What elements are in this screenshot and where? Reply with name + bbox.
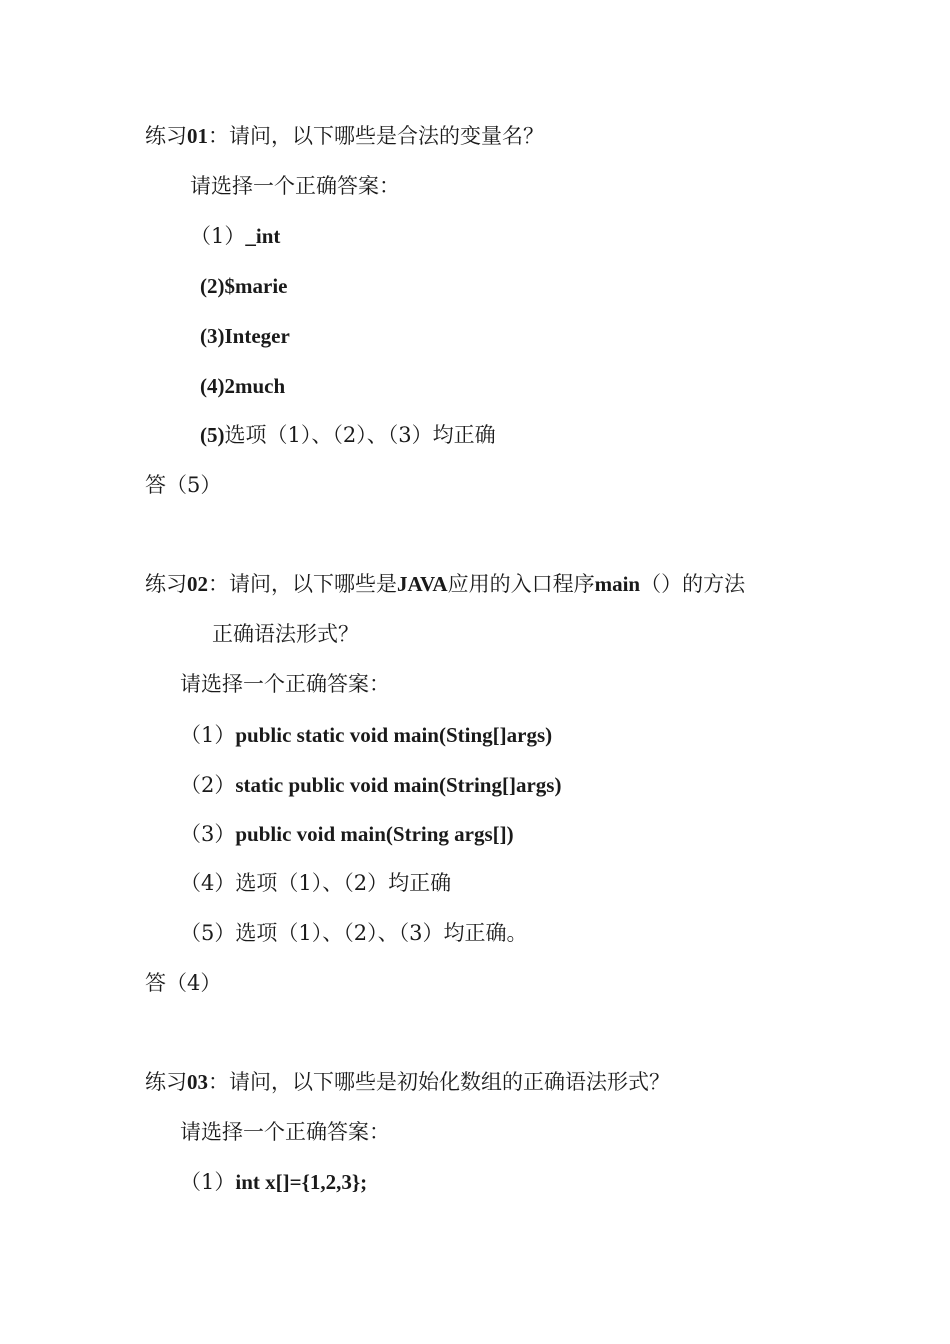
exercise-02-option-5 [180, 919, 527, 947]
question-text: ：请问，以下哪些是合法的变量名？ [208, 124, 544, 148]
option-text: 选项（1）、（2）均正确 [235, 871, 452, 895]
exercise-number: 03 [187, 1070, 208, 1094]
exercise-02-question-line2: 正确语法形式？ [212, 622, 359, 646]
exercise-01-question [145, 122, 544, 150]
option-marker: （3） [180, 822, 236, 846]
option-text: public void main(String args[]) [235, 822, 514, 846]
option-text: public static void main(Sting[]args) [235, 723, 553, 747]
option-text: 2much [224, 374, 286, 398]
exercise-number: 02 [187, 572, 208, 596]
exercise-02-question [145, 570, 745, 598]
option-marker: （5） [180, 921, 236, 945]
option-marker: (3) [200, 324, 225, 348]
exercise-03-question [145, 1068, 670, 1096]
option-text: _int [245, 224, 281, 248]
exercise-02-option-4 [180, 869, 451, 897]
option-marker: （1） [180, 723, 236, 747]
option-text: Integer [224, 324, 290, 348]
exercise-01-instruction: 请选择一个正确答案： [190, 174, 400, 198]
exercise-01-answer: 答（5） [145, 473, 222, 497]
exercise-02-answer: 答（4） [145, 971, 222, 995]
exercise-03-option-1 [180, 1168, 367, 1196]
question-java: JAVA [397, 572, 448, 596]
option-text: 选项（1）、（2）、（3）均正确 [224, 423, 496, 447]
exercise-02-option-1 [180, 721, 552, 749]
option-text: int x[]={1,2,3}; [235, 1170, 368, 1194]
exercise-prefix: 练习 [145, 1070, 187, 1094]
option-text: 选项（1）、（2）、（3）均正确。 [235, 921, 528, 945]
question-text-a: ：请问，以下哪些是 [208, 572, 397, 596]
option-marker: （1） [180, 1170, 236, 1194]
exercise-01-option-3 [200, 322, 290, 350]
option-text: $marie [224, 274, 288, 298]
question-text: ：请问，以下哪些是初始化数组的正确语法形式？ [208, 1070, 670, 1094]
exercise-prefix: 练习 [145, 124, 187, 148]
exercise-prefix: 练习 [145, 572, 187, 596]
exercise-02-option-3 [180, 820, 514, 848]
option-marker: （1） [190, 224, 246, 248]
option-marker: （4） [180, 871, 236, 895]
exercise-03-instruction: 请选择一个正确答案： [180, 1120, 390, 1144]
exercise-number: 01 [187, 124, 208, 148]
option-marker: (4) [200, 374, 225, 398]
question-text-c: （）的方法 [640, 572, 746, 596]
exercise-02-option-2 [180, 771, 561, 799]
exercise-01-option-5 [200, 421, 496, 449]
option-marker: （2） [180, 773, 236, 797]
question-main: main [594, 572, 641, 596]
option-marker: (5) [200, 423, 225, 447]
option-marker: (2) [200, 274, 225, 298]
exercise-01-option-4 [200, 372, 285, 400]
exercise-01-option-2 [200, 272, 287, 300]
exercise-01-option-1 [190, 222, 280, 250]
question-text-b: 应用的入口程序 [447, 572, 595, 596]
exercise-02-instruction: 请选择一个正确答案： [180, 672, 390, 696]
option-text: static public void main(String[]args) [235, 773, 562, 797]
